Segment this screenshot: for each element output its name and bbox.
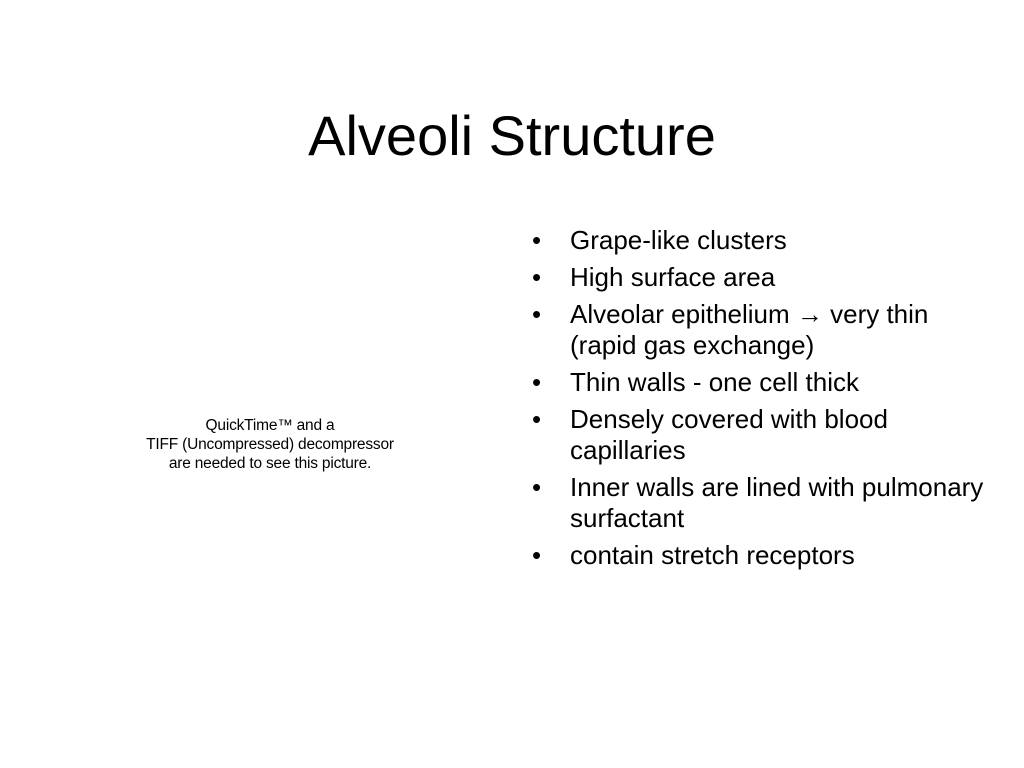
slide-title: Alveoli Structure: [308, 104, 716, 167]
bullet-text-start: Alveolar epithelium: [570, 299, 797, 329]
bullet-text: High surface area: [570, 262, 776, 292]
bullet-dot: •: [532, 367, 542, 397]
placeholder-line-1: QuickTime™ and a: [205, 417, 335, 434]
bullet-dot: •: [532, 262, 542, 292]
bullet-dot: •: [532, 540, 542, 570]
bullet-text-end: very thin (rapid gas exchange): [570, 299, 929, 360]
bullet-dot: •: [532, 404, 542, 434]
bullet-item: [530, 299, 990, 361]
bullet-text: contain stretch receptors: [570, 540, 855, 570]
bullet-dot: •: [532, 299, 542, 329]
bullet-dot: •: [532, 472, 542, 502]
bullet-item: [530, 540, 990, 571]
bullet-text: Grape-like clusters: [570, 225, 787, 255]
bullet-text: Densely covered with blood capillaries: [570, 404, 888, 465]
arrow-right-icon: →: [796, 299, 823, 329]
placeholder-line-2: TIFF (Uncompressed) decompressor: [146, 436, 394, 453]
bullet-text: Inner walls are lined with pulmonary surfactant: [570, 472, 984, 533]
bullet-item: [530, 262, 990, 293]
bullet-item: [530, 367, 990, 398]
bullet-item: [530, 472, 990, 534]
bullet-item: [530, 225, 990, 256]
bullet-dot: •: [532, 225, 542, 255]
missing-image-placeholder: [100, 416, 440, 473]
bullet-item: [530, 404, 990, 466]
bullet-list: [530, 225, 990, 577]
placeholder-line-3: are needed to see this picture.: [168, 455, 372, 472]
bullet-text: Thin walls - one cell thick: [570, 367, 859, 397]
